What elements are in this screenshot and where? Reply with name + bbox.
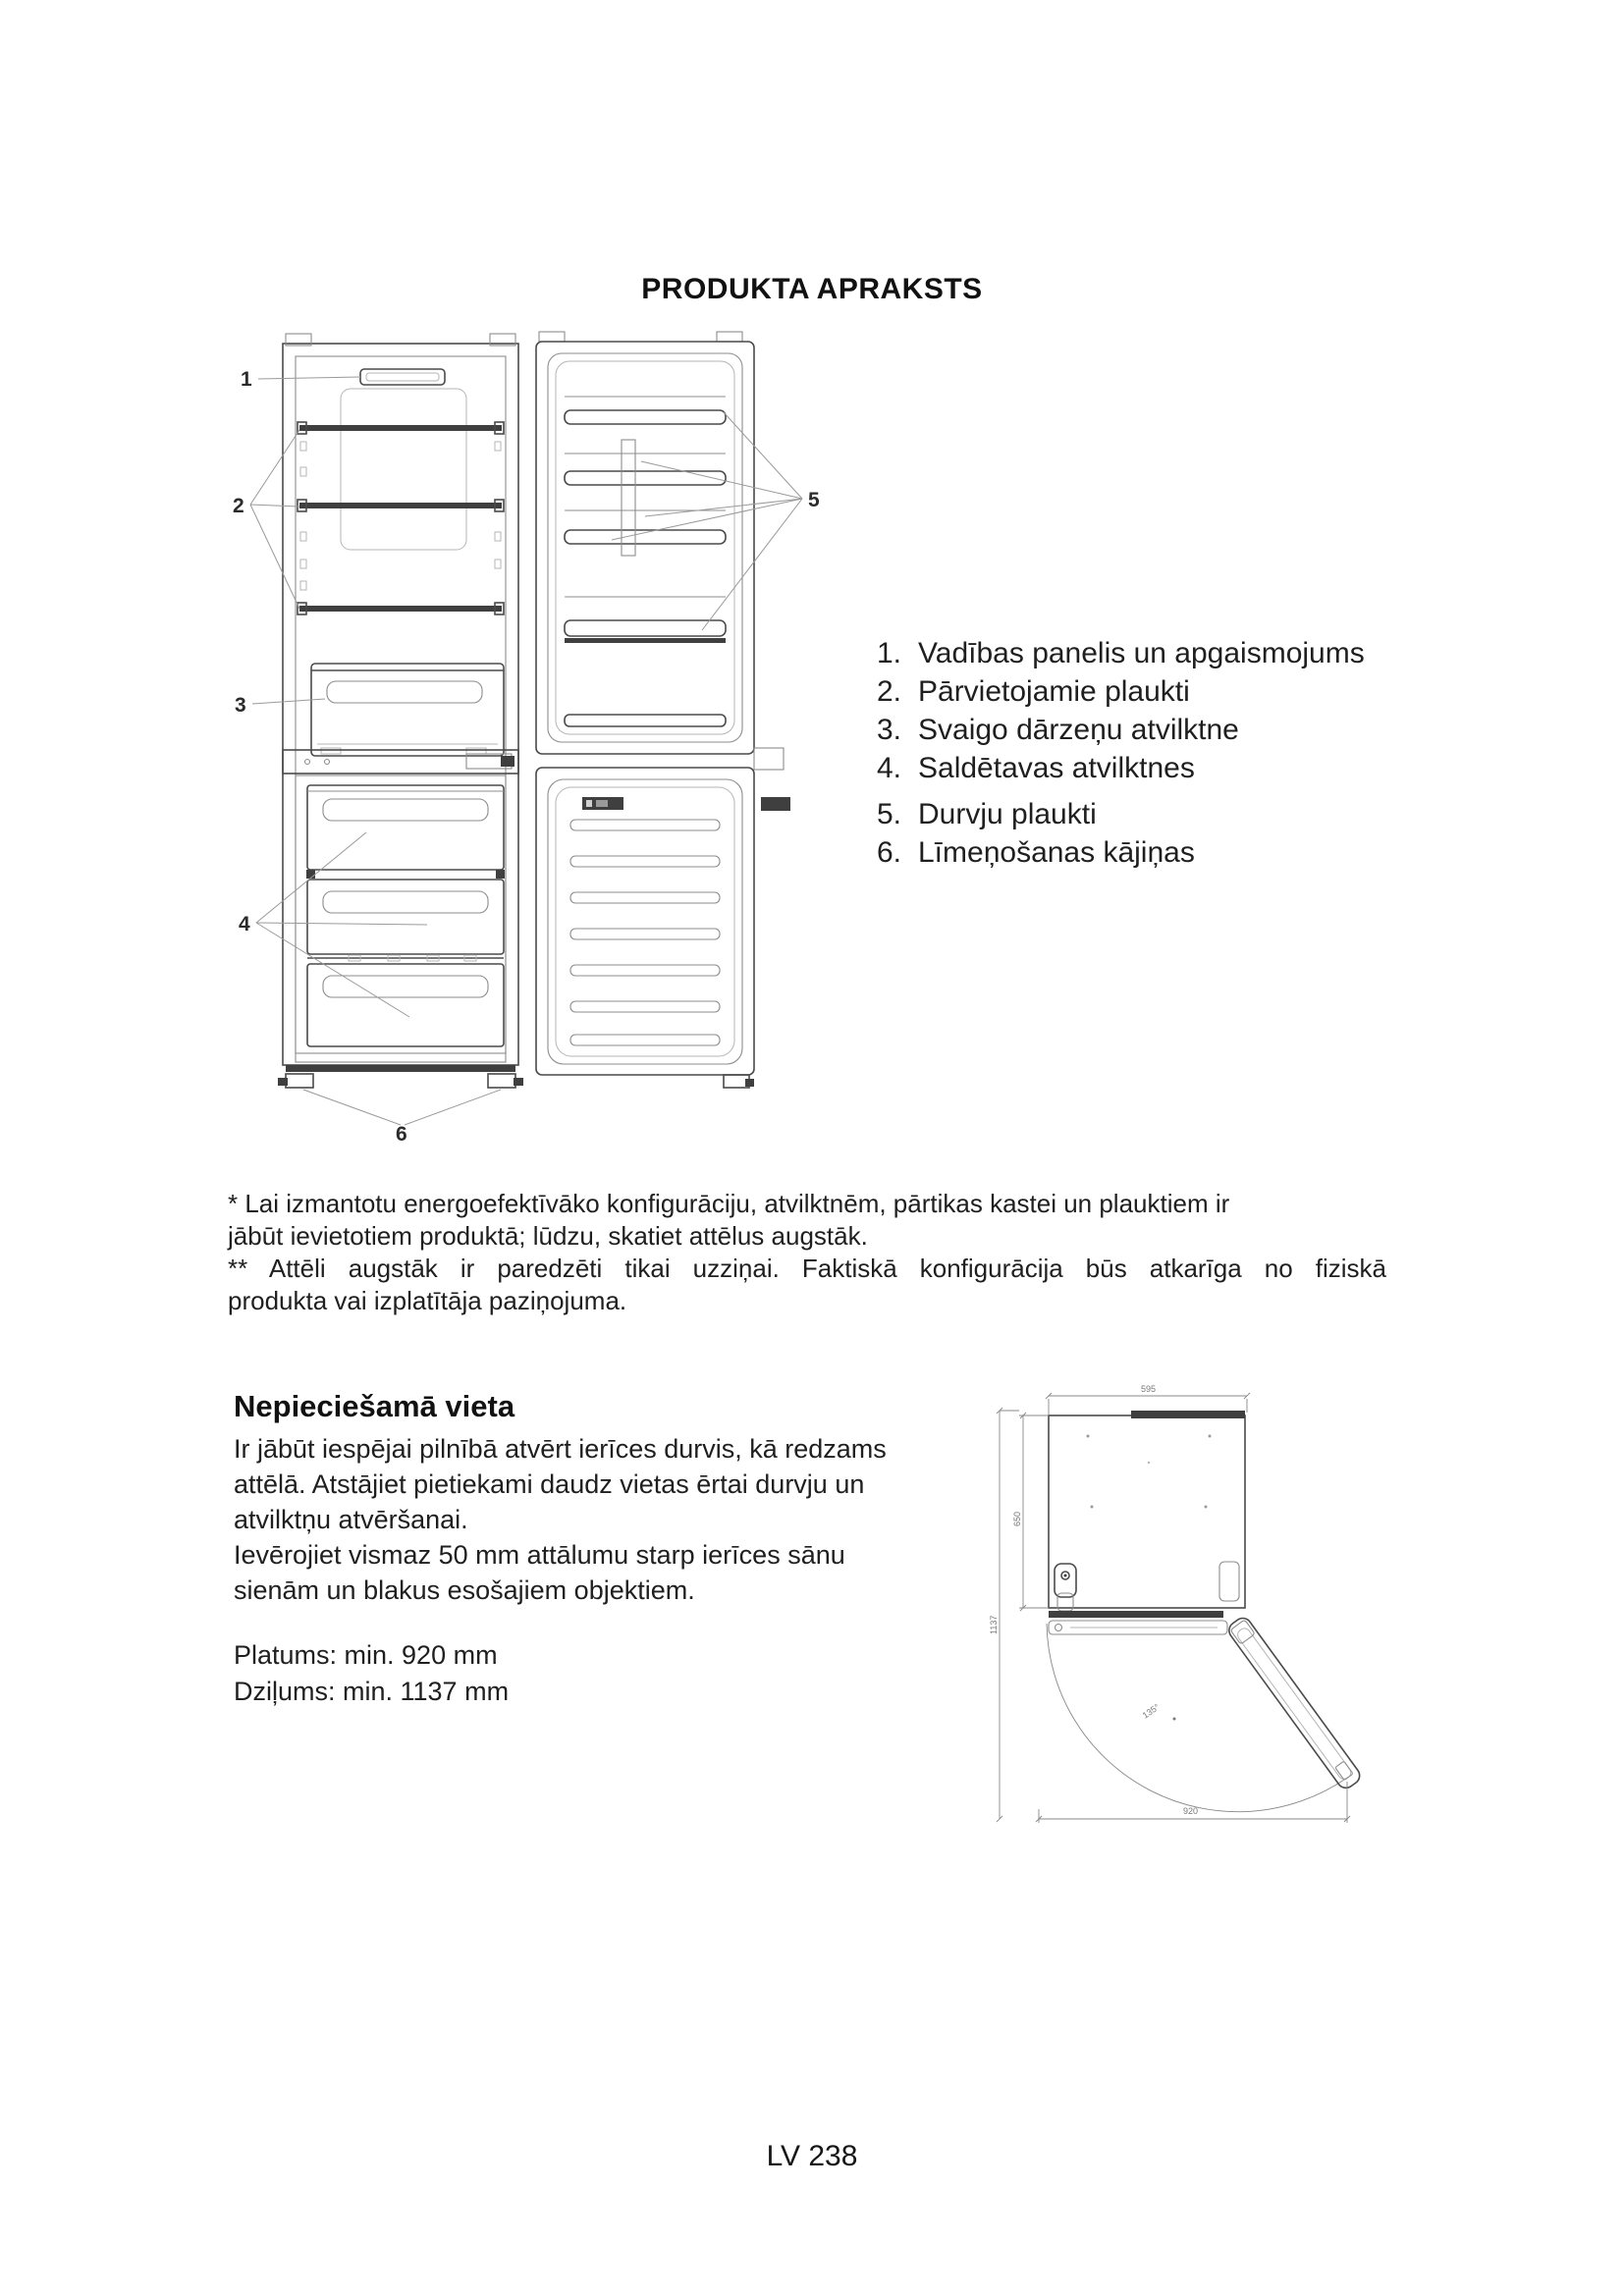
freezer-door <box>536 768 754 1088</box>
body-line: Ievērojiet vismaz 50 mm attālumu starp ierīces sānu <box>234 1540 845 1570</box>
list-item <box>877 795 1365 833</box>
item-number: 3. <box>877 714 902 746</box>
door-swing-arc <box>1047 1624 1347 1812</box>
hinge-left <box>1055 1564 1076 1611</box>
list-item <box>877 711 1365 749</box>
fridge-door <box>536 332 754 754</box>
middle-hinge <box>754 748 790 811</box>
item-number: 6. <box>877 836 902 869</box>
body-line: sienām un blakus esošajiem objektiem. <box>234 1575 695 1605</box>
dim-label-total-depth: 1137 <box>989 1615 999 1634</box>
fridge-cabinet <box>278 334 523 1088</box>
freezer-door-ribs <box>570 820 720 1045</box>
freezer-drawers <box>296 775 506 1062</box>
list-item <box>877 672 1365 711</box>
shelves <box>298 422 504 614</box>
item-label: Pārvietojamie plaukti <box>918 675 1190 708</box>
item-number: 4. <box>877 752 902 784</box>
fridge-diagram <box>221 324 839 1144</box>
clearance-top-view-drawing <box>982 1369 1394 1841</box>
dimension-depths <box>989 1408 1049 1822</box>
item-label: Svaigo dārzeņu atvilktne <box>918 714 1239 746</box>
item-number: 2. <box>877 675 902 708</box>
air-duct <box>341 389 466 550</box>
door-bins <box>565 397 726 726</box>
item-label: Vadības panelis un apgaismojums <box>918 637 1365 669</box>
hinge-right <box>1219 1562 1239 1601</box>
parts-list <box>877 634 1365 872</box>
required-space-section <box>234 1388 1019 1608</box>
dim-label-cabinet-depth: 650 <box>1012 1511 1022 1526</box>
item-label: Saldētavas atvilktnes <box>918 752 1195 784</box>
crisper-drawer <box>311 664 504 756</box>
footnote-line: ** Attēli augstāk ir paredzēti tikai uzziņai. Faktiskā konfigurācija būs atkarīga no fiziskā <box>228 1254 1386 1283</box>
list-item <box>877 749 1365 787</box>
door-front-edge <box>1049 1611 1227 1634</box>
item-number: 1. <box>877 637 902 669</box>
footnotes <box>228 1188 1386 1317</box>
shelf-supports <box>300 442 501 590</box>
callout-5: 5 <box>808 489 820 511</box>
levelling-feet <box>278 1065 523 1088</box>
callout-6: 6 <box>396 1123 407 1144</box>
footnote-line: * Lai izmantotu energoefektīvāko konfigurāciju, atvilktnēm, pārtikas kastei un plauktiem ir <box>228 1189 1230 1218</box>
callout-1: 1 <box>241 368 252 391</box>
callout-4: 4 <box>239 913 250 935</box>
section-body <box>234 1431 1019 1608</box>
width-requirement: Platums: min. 920 mm <box>234 1640 498 1670</box>
list-item <box>877 833 1365 872</box>
dim-label-top-width: 595 <box>1141 1384 1157 1394</box>
callout-2: 2 <box>233 495 244 517</box>
dim-label-door-angle: 135° <box>1140 1701 1162 1721</box>
compartment-divider <box>283 750 518 774</box>
footnote-line: jābūt ievietotiem produktā; lūdzu, skatiet attēlus augstāk. <box>228 1221 868 1251</box>
dimension-top-width <box>1046 1384 1250 1415</box>
item-number: 5. <box>877 798 902 830</box>
depth-requirement: Dziļums: min. 1137 mm <box>234 1677 510 1706</box>
dimension-requirements <box>234 1637 509 1710</box>
body-line: attēlā. Atstājiet pietiekami daudz vietas ērtai durvju un <box>234 1469 865 1499</box>
item-label: Durvju plaukti <box>918 798 1097 830</box>
energy-label <box>582 797 623 810</box>
dim-label-total-width: 920 <box>1183 1806 1199 1816</box>
section-heading: Nepieciešamā vieta <box>234 1389 515 1423</box>
callout-lines <box>250 377 802 1125</box>
page-title: PRODUKTA APRAKSTS <box>641 273 983 305</box>
item-label: Līmeņošanas kājiņas <box>918 836 1195 869</box>
page-number: LV 238 <box>766 2140 858 2172</box>
cabinet-top-view <box>1049 1411 1245 1611</box>
list-item <box>877 634 1365 672</box>
callout-3: 3 <box>235 694 246 717</box>
open-door <box>1225 1615 1363 1791</box>
body-line: atvilktņu atvēršanai. <box>234 1505 468 1534</box>
dimension-bottom-width <box>1036 1782 1350 1823</box>
body-line: Ir jābūt iespējai pilnībā atvērt ierīces durvis, kā redzams <box>234 1434 887 1464</box>
footnote-line: produkta vai izplatītāja paziņojuma. <box>228 1286 627 1315</box>
control-panel <box>360 369 445 385</box>
